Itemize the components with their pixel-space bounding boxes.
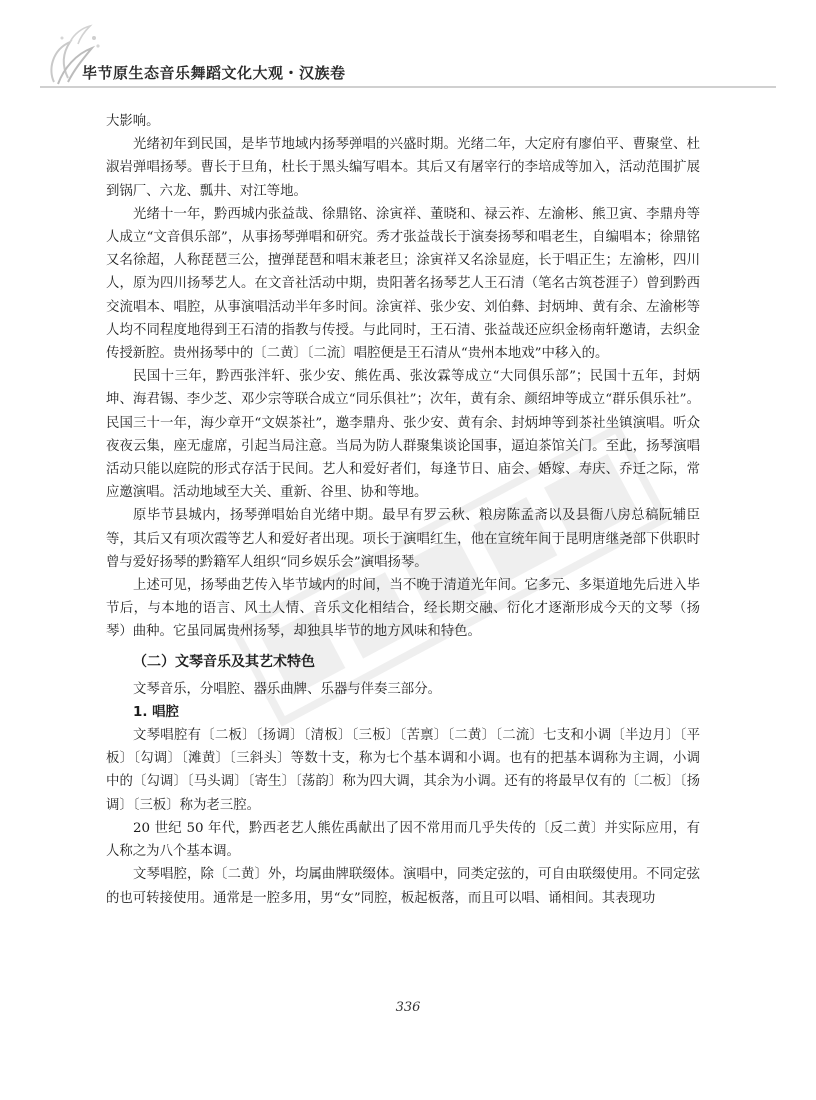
header-divider bbox=[40, 86, 776, 88]
paragraph-9: 文琴唱腔，除〔二黄〕外，均属曲牌联缀体。演唱中，同类定弦的，可自由联缀使用。不同定弦的也可转接使用。通常是一腔多用，男“女”同腔，板起板落，而且可以唱、诵相间。其表现功 bbox=[106, 867, 700, 906]
book-title: 毕节原生态音乐舞蹈文化大观・汉族卷 bbox=[82, 64, 346, 82]
paragraph-2: 光绪初年到民国，是毕节地域内扬琴弹唱的兴盛时期。光绪二年，大定府有廖伯平、曹聚堂、杜淑岩弹唱扬琴。曹长于旦角，杜长于黑头编写唱本。其后又有屠宰行的李培成等加入，活动范围扩展到锅厂、六龙、瓢井、对江等地。 bbox=[106, 137, 700, 199]
paragraph-1: 大影响。 bbox=[106, 114, 160, 129]
subsection-heading: 1. 唱腔 bbox=[133, 704, 179, 720]
paragraph-6: 上述可见，扬琴曲艺传入毕节域内的时间，当不晚于清道光年间。它多元、多渠道地先后进入毕节后，与本地的语言、风土人情、音乐文化相结合，经长期交融、衍化才逐渐形成今天的文琴（扬琴）曲种。它虽同属贵州扬琴，却独具毕节的地方风味和特色。 bbox=[106, 578, 700, 640]
section-heading: （二）文琴音乐及其艺术特色 bbox=[133, 653, 315, 670]
paragraph-3: 光绪十一年，黔西城内张益哉、徐鼎铭、涂寅祥、董晓和、禄云祚、左渝彬、熊卫寅、李鼎舟等人成立“文音俱乐部”，从事扬琴弹唱和研究。秀才张益哉长于演奏扬琴和唱老生，自编唱本；徐鼎铭又名徐超，人称琵琶三公，擅弹琵琶和唱末兼老旦；涂寅祥又名涂显庭，长于唱正生；左渝彬，四川人，原为四川扬琴艺人。在文音社活动中期，贵阳著名扬琴艺人王石清（笔名古筑苍涯子）曾到黔西交流唱本、唱腔，从事演唱活动半年多时间。涂寅祥、张少安、刘伯彝、封炳坤、黄有余、左渝彬等人均不同程度地得到王石清的指教与传授。与此同时，王石清、张益哉还应织金杨南轩邀请，去织金传授新腔。贵州扬琴中的〔二黄〕〔二流〕唱腔便是王石清从“贵州本地戏”中移入的。 bbox=[106, 206, 700, 362]
paragraph-4: 民国十三年，黔西张泮轩、张少安、熊佐禹、张汝霖等成立“大同俱乐部”；民国十五年，封炳坤、海君锡、李少芝、邓少宗等联合成立“同乐俱社”；次年，黄有余、颜绍坤等成立“群乐俱乐社”。民国三十一年，海少章开“文娱茶社”，邀李鼎舟、张少安、黄有余、封炳坤等到茶社坐镇演唱。听众夜夜云集，座无虚席，引起当局注意。当局为防人群聚集谈论国事，逼迫茶馆关门。至此，扬琴演唱活动只能以庭院的形式存活于民间。艺人和爱好者们，每逢节日、庙会、婚嫁、寿庆、乔迁之际，常应邀演唱。活动地域至大关、重新、谷里、协和等地。 bbox=[106, 369, 700, 501]
page-body bbox=[106, 110, 700, 910]
page-number: 336 bbox=[395, 1000, 421, 1015]
section-intro: 文琴音乐，分唱腔、器乐曲牌、乐器与伴奏三部分。 bbox=[133, 681, 441, 697]
paragraph-7: 文琴唱腔有〔二板〕〔扬调〕〔清板〕〔三板〕〔苦禀〕〔二黄〕〔二流〕七支和小调〔半边月〕〔平板〕〔勾调〕〔滩黄〕〔三斜头〕等数十支，称为七个基本调和小调。也有的把基本调称为主调，小调中的〔勾调〕〔马头调〕〔寄生〕〔荡韵〕称为四大调，其余为小调。还有的将最早仅有的〔二板〕〔扬调〕〔三板〕称为老三腔。 bbox=[106, 728, 700, 813]
page-header bbox=[0, 0, 816, 92]
paragraph-8: 20 世纪 50 年代，黔西老艺人熊佐禹献出了因不常用而几乎失传的〔反二黄〕并实际应用，有人称之为八个基本调。 bbox=[106, 820, 700, 860]
paragraph-5: 原毕节县城内，扬琴弹唱始自光绪中期。最早有罗云秋、粮房陈孟斋以及县衙八房总稿阮辅臣等，其后又有项次霞等艺人和爱好者出现。项长于演唱红生，他在宣统年间于昆明唐继尧部下供职时曾与爱好扬琴的黔籍军人组织“同乡娱乐会”演唱扬琴。 bbox=[106, 508, 700, 570]
